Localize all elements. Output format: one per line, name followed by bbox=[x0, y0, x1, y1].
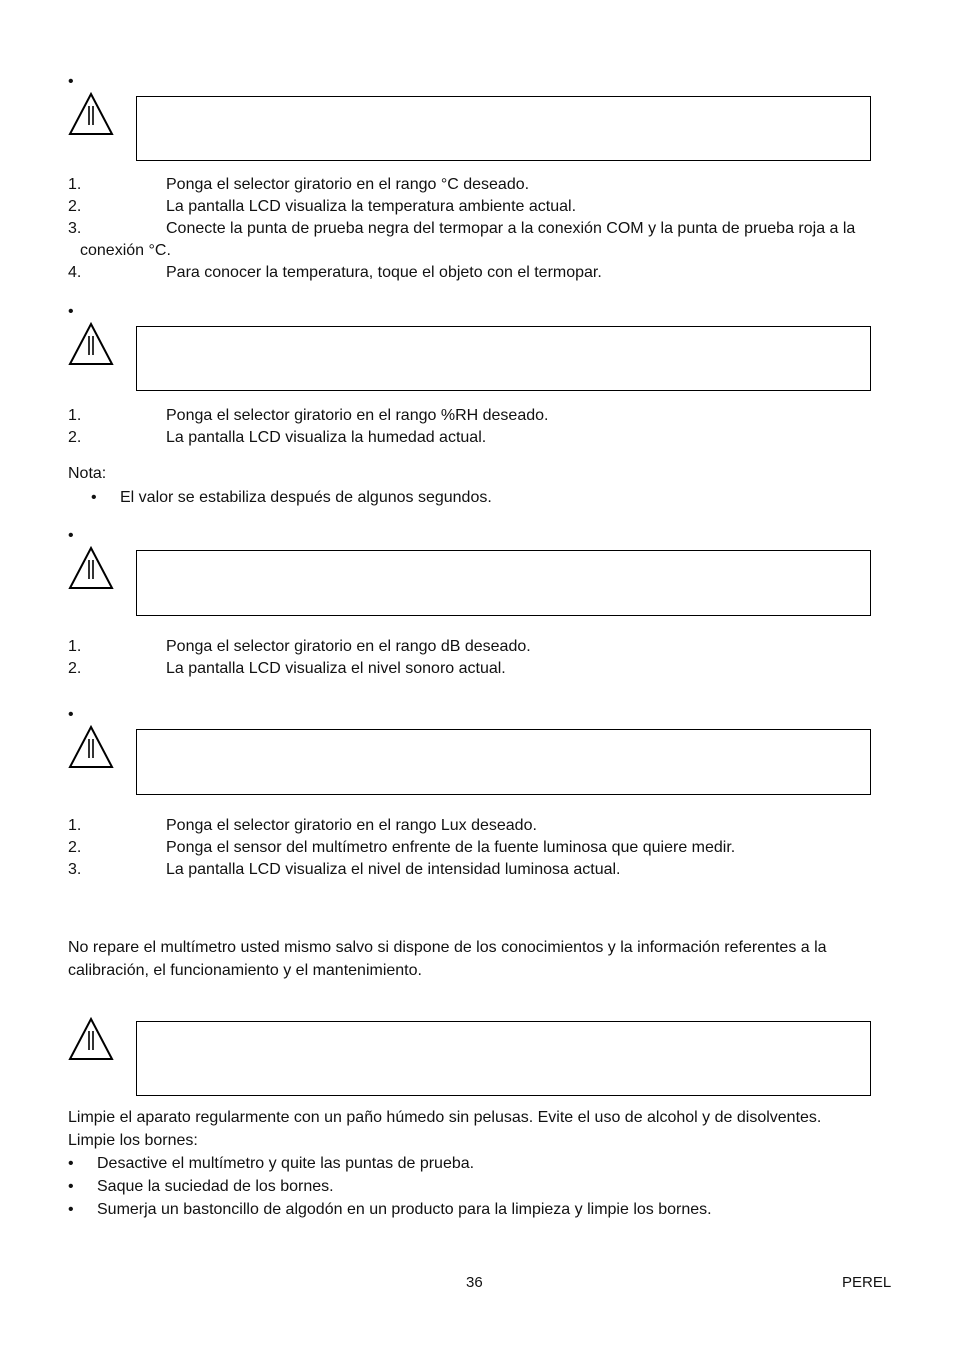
step-number: 4. bbox=[68, 264, 82, 281]
step-text-continuation: conexión °C. bbox=[80, 242, 171, 259]
step-text: Ponga el selector giratorio en el rango %RH deseado. bbox=[166, 407, 549, 424]
step-number: 1. bbox=[68, 817, 82, 834]
list-item: Desactive el multímetro y quite las puntas de prueba. bbox=[97, 1155, 475, 1172]
page-number: 36 bbox=[466, 1274, 483, 1291]
warning-box bbox=[136, 1021, 871, 1096]
step-text: Para conocer la temperatura, toque el objeto con el termopar. bbox=[166, 264, 602, 281]
list-bullet: • bbox=[68, 1178, 74, 1195]
list-item: Saque la suciedad de los bornes. bbox=[97, 1178, 334, 1195]
section-bullet: • bbox=[68, 527, 74, 544]
step-text: La pantalla LCD visualiza el nivel sonoro actual. bbox=[166, 660, 506, 677]
step-text: Ponga el selector giratorio en el rango Lux deseado. bbox=[166, 817, 537, 834]
warning-triangle-icon bbox=[68, 546, 114, 590]
warning-box bbox=[136, 550, 871, 616]
step-text: La pantalla LCD visualiza el nivel de intensidad luminosa actual. bbox=[166, 861, 621, 878]
maintenance-text: calibración, el funcionamiento y el mantenimiento. bbox=[68, 962, 422, 979]
step-number: 2. bbox=[68, 429, 82, 446]
note-label: Nota: bbox=[68, 465, 107, 482]
step-number: 1. bbox=[68, 407, 82, 424]
warning-box bbox=[136, 96, 871, 161]
maintenance-text: No repare el multímetro usted mismo salvo si dispone de los conocimientos y la información referentes a la bbox=[68, 939, 827, 956]
warning-box bbox=[136, 326, 871, 391]
step-number: 1. bbox=[68, 638, 82, 655]
step-text: Conecte la punta de prueba negra del termopar a la conexión COM y la punta de prueba roja a la bbox=[166, 220, 856, 237]
warning-box bbox=[136, 729, 871, 795]
step-text: Ponga el sensor del multímetro enfrente de la fuente luminosa que quiere medir. bbox=[166, 839, 736, 856]
step-text: La pantalla LCD visualiza la temperatura ambiente actual. bbox=[166, 198, 577, 215]
list-bullet: • bbox=[91, 489, 97, 506]
list-bullet: • bbox=[68, 1155, 74, 1172]
step-text: Ponga el selector giratorio en el rango dB deseado. bbox=[166, 638, 531, 655]
cleaning-text: Limpie el aparato regularmente con un paño húmedo sin pelusas. Evite el uso de alcohol y de disolventes. bbox=[68, 1109, 822, 1126]
step-number: 2. bbox=[68, 839, 82, 856]
section-bullet: • bbox=[68, 706, 74, 723]
warning-triangle-icon bbox=[68, 725, 114, 769]
step-number: 3. bbox=[68, 220, 82, 237]
list-item: Sumerja un bastoncillo de algodón en un producto para la limpieza y limpie los bornes. bbox=[97, 1201, 712, 1218]
step-text: Ponga el selector giratorio en el rango °C deseado. bbox=[166, 176, 530, 193]
section-bullet: • bbox=[68, 303, 74, 320]
warning-triangle-icon bbox=[68, 1017, 114, 1061]
list-bullet: • bbox=[68, 1201, 74, 1218]
step-number: 2. bbox=[68, 198, 82, 215]
warning-triangle-icon bbox=[68, 92, 114, 136]
cleaning-text: Limpie los bornes: bbox=[68, 1132, 198, 1149]
step-text: La pantalla LCD visualiza la humedad actual. bbox=[166, 429, 487, 446]
brand-label: PEREL bbox=[842, 1274, 892, 1291]
step-number: 1. bbox=[68, 176, 82, 193]
section-bullet: • bbox=[68, 73, 74, 90]
step-number: 3. bbox=[68, 861, 82, 878]
warning-triangle-icon bbox=[68, 322, 114, 366]
note-item: El valor se estabiliza después de algunos segundos. bbox=[120, 489, 492, 506]
step-number: 2. bbox=[68, 660, 82, 677]
